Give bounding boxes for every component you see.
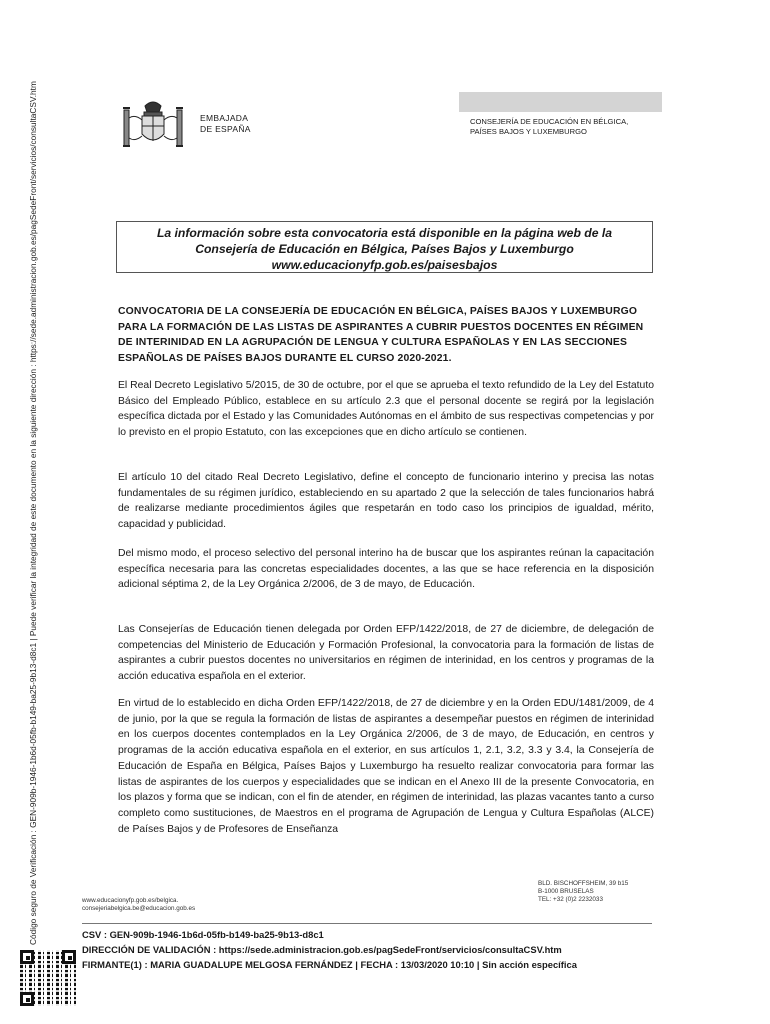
paragraph-5: En virtud de lo establecido en dicha Orden EFP/1422/2018, de 27 de diciembre y en la Orden EDU/1481/2009, de 4 de junio, por la que se regula la formación de listas de aspirantes a desempeñar puestos en régimen de interinidad en los cuerpos docentes contemplados en la Ley Orgánica 2/2006, de 3 de mayo, de Educación, en centros y programas de la acción educativa española en el exterior, en sus artículos 1, 2.1, 3.2, 3.3 y 3.4, la Consejería de Educación de España en Bélgica, Países Bajos y Luxemburgo ha resuelto realizar convocatoria para formar las listas de aspirantes de los cuerpos y especialidades que se indican en el Anexo III de la presente Convocatoria, en los plazos y forma que se indican, con el fin de atender, en régimen de interinidad, las plazas vacantes tanto a curso completo como sustituciones, de Maestros en el programa de Agrupación de Lengua y Cultura Españolas (ALCE) de Países Bajos y de Profesores de Enseñanza	[118, 698, 654, 835]
info-line-2: Consejería de Educación en Bélgica, Países Bajos y Luxemburgo	[195, 242, 574, 256]
document-title: CONVOCATORIA DE LA CONSEJERÍA DE EDUCACIÓN EN BÉLGICA, PAÍSES BAJOS Y LUXEMBURGO PARA LA FORMACIÓN DE LAS LISTAS DE ASPIRANTES A CUBRIR PUESTOS DOCENTES EN RÉGIMEN DE INTERINIDAD EN LA AGRUPACIÓN DE LENGUA Y CULTURA ESPAÑOLAS Y EN LAS SECCIONES ESPAÑOLAS DE PAÍSES BAJOS DURANTE EL CURSO 2020-2021.	[118, 306, 644, 364]
paragraph-4: Las Consejerías de Educación tienen delegada por Orden EFP/1422/2018, de 27 de diciembre, de delegación de competencias del Ministerio de Educación y Formación Profesional, la convocatoria para la formación de listas de aspirantes a cubrir puestos docentes no universitarios en régimen de interinidad, en los centros y programas de la acción educativa española en el exterior.	[118, 624, 654, 683]
footer-address-line-1: BLD. BISCHOFFSHEIM, 39 b15	[538, 880, 629, 887]
paragraph-1: El Real Decreto Legislativo 5/2015, de 30 de octubre, por el que se aprueba el texto refundido de la Ley del Estatuto Básico del Empleado Público, establece en su artículo 2.3 que el personal docente se regirá por la legislación específica dictada por el Estado y las Comunidades Autónomas en el ámbito de sus respectivas competencias y por lo previsto en el propio Estatuto, con las excepciones que en dicho artículo se contienen.	[118, 380, 654, 439]
embassy-line-2: DE ESPAÑA	[200, 124, 251, 134]
paragraph-2: El artículo 10 del citado Real Decreto Legislativo, define el concepto de funcionario interino y precisa las notas fundamentales de su régimen jurídico, estableciendo en su apartado 2 que la selección de tales funcionarios habrá de realizarse mediante procedimientos ágiles que respetarán en todo caso los principios de igualdad, mérito, capacidad y publicidad.	[118, 472, 654, 531]
embassy-label	[200, 113, 251, 135]
footer-phone: TEL: +32 (0)2 2232033	[538, 896, 603, 903]
embassy-line-1: EMBAJADA	[200, 113, 249, 123]
footer-divider	[82, 923, 652, 924]
footer-address	[538, 880, 628, 904]
info-box	[116, 221, 653, 273]
footer-web[interactable]: www.educacionyfp.gob.es/belgica.	[82, 897, 179, 904]
footer-contact	[82, 897, 195, 913]
council-label	[470, 117, 628, 136]
council-line-1: CONSEJERÍA DE EDUCACIÓN EN BÉLGICA,	[470, 117, 629, 126]
signer-info: FIRMANTE(1) : MARIA GUADALUPE MELGOSA FERNÁNDEZ | FECHA : 13/03/2020 10:10 | Sin acción específica	[82, 959, 577, 970]
verification-sidebar-text: Código seguro de Verificación : GEN-909b-1946-1b6d-05fb-b149-ba25-9b13-d8c1 | Puede verificar la integridad de este documento en la siguiente dirección : https://sede.administracion.gob.es/pagSedeFront/servicios/consultaCSV.htm	[28, 81, 38, 945]
validation-url[interactable]: DIRECCIÓN DE VALIDACIÓN : https://sede.administracion.gob.es/pagSedeFront/servicios/consultaCSV.htm	[82, 944, 562, 955]
footer-email[interactable]: consejeriabelgica.be@educacion.gob.es	[82, 905, 196, 912]
header-grey-bar	[459, 92, 662, 112]
info-line-1: La información sobre esta convocatoria está disponible en la página web de la	[156, 226, 613, 240]
paragraph-3: Del mismo modo, el proceso selectivo del personal interino ha de buscar que los aspirantes reúnan la capacitación específica necesaria para las concretas especialidades docentes, a las que se hace referencia en la disposición adicional séptima 2, de la Ley Orgánica 2/2006, de 3 de mayo, de Educación.	[118, 548, 654, 591]
info-website-link[interactable]: www.educacionyfp.gob.es/paisesbajos	[271, 258, 498, 272]
qr-code	[20, 950, 76, 1006]
csv-code: CSV : GEN-909b-1946-1b6d-05fb-b149-ba25-9b13-d8c1	[82, 929, 324, 940]
coat-of-arms-icon	[118, 96, 188, 156]
footer-address-line-2: B-1000 BRUSELAS	[538, 888, 594, 895]
council-line-2: PAÍSES BAJOS Y LUXEMBURGO	[470, 126, 587, 136]
